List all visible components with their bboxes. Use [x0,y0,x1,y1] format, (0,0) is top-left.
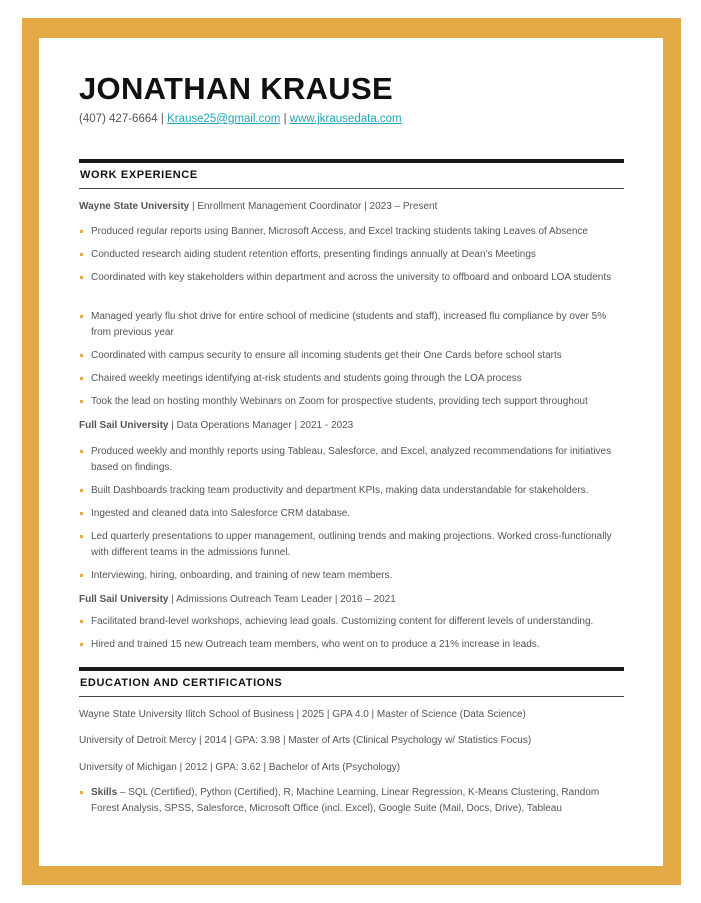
contact-line [79,113,402,125]
job-bullet: Interviewing, hiring, onboarding, and training of new team members. [79,568,619,584]
job-bullet: Managed yearly flu shot drive for entire school of medicine (students and staff), increased flu compliance by over 5% from previous year [79,309,619,341]
job-organization: Full Sail University [79,594,169,605]
job-bullet: Coordinated with campus security to ensure all incoming students get their One Cards before school starts [79,348,619,364]
bullet-icon [80,535,83,538]
contact-separator: | [160,113,164,125]
skills-label: Skills [91,787,118,798]
job-bullet: Chaired weekly meetings identifying at-risk students and students going through the LOA process [79,371,619,387]
phone-number: (407) 427-6664 [79,113,158,125]
job-heading [79,201,437,212]
education-section-title: EDUCATION AND CERTIFICATIONS [80,677,283,689]
education-entry: University of Michigan | 2012 | GPA: 3.62 | Bachelor of Arts (Psychology) [79,762,401,773]
education-entry: University of Detroit Mercy | 2014 | GPA: 3.98 | Master of Arts (Clinical Psychology w/ Statistics Focus) [79,735,532,746]
skills-list: – SQL (Certified), Python (Certified), R, Machine Learning, Linear Regression, K-Means Clustering, Random Forest Analysis, SPSS, Salesforce, Microsoft Office (incl. Excel), Google Suite (Mail, Docs, Drive), Tableau [91,787,600,814]
work-section-title: WORK EXPERIENCE [80,169,198,181]
website-link[interactable]: www.jkrausedata.com [289,113,402,125]
bullet-icon [80,512,83,515]
bullet-icon [80,574,83,577]
job-bullet: Coordinated with key stakeholders within department and across the university to offboard and onboard LOA students [79,270,619,286]
education-entry: Wayne State University Ilitch School of Business | 2025 | GPA 4.0 | Master of Science (Data Science) [79,709,526,720]
section-rule-thin [79,696,624,697]
section-rule-thin [79,188,624,189]
bullet-icon [80,791,83,794]
bullet-icon [80,620,83,623]
bullet-icon [80,643,83,646]
bullet-icon [80,489,83,492]
bullet-icon [80,354,83,357]
bullet-icon [80,230,83,233]
bullet-icon [80,377,83,380]
job-bullet: Took the lead on hosting monthly Webinars on Zoom for prospective students, providing tech support throughout [79,394,619,410]
candidate-name: JONATHAN KRAUSE [79,71,393,106]
job-heading [79,594,396,605]
bullet-icon [80,315,83,318]
skills-item [79,785,619,817]
bullet-icon [80,450,83,453]
work-section-header [79,159,624,189]
bullet-icon [80,253,83,256]
job-bullet: Facilitated brand-level workshops, achieving lead goals. Customizing content for different levels of understanding. [79,614,619,630]
bullet-icon [80,276,83,279]
job-details: | Admissions Outreach Team Leader | 2016 – 2021 [168,594,396,605]
job-bullet: Produced regular reports using Banner, Microsoft Access, and Excel tracking students taking Leaves of Absence [79,224,619,240]
job-bullet: Built Dashboards tracking team productivity and department KPIs, making data understandable for stakeholders. [79,483,619,499]
job-heading [79,420,353,431]
job-bullet: Ingested and cleaned data into Salesforce CRM database. [79,506,619,522]
email-link[interactable]: Krause25@gmail.com [167,113,281,125]
job-organization: Full Sail University [79,420,169,431]
job-bullet: Produced weekly and monthly reports using Tableau, Salesforce, and Excel, analyzed recommendations for initiatives based on findings. [79,444,619,476]
job-details: | Data Operations Manager | 2021 - 2023 [168,420,354,431]
education-section-header [79,667,624,697]
job-organization: Wayne State University [79,201,190,212]
contact-separator: | [283,113,287,125]
job-details: | Enrollment Management Coordinator | 2023 – Present [189,201,438,212]
job-bullet: Conducted research aiding student retention efforts, presenting findings annually at Dean’s Meetings [79,247,619,263]
job-bullet: Hired and trained 15 new Outreach team members, who went on to produce a 21% increase in leads. [79,637,619,653]
job-bullet: Led quarterly presentations to upper management, outlining trends and making projections. Worked cross-functionally with different teams in the admissions funnel. [79,529,619,561]
bullet-icon [80,400,83,403]
